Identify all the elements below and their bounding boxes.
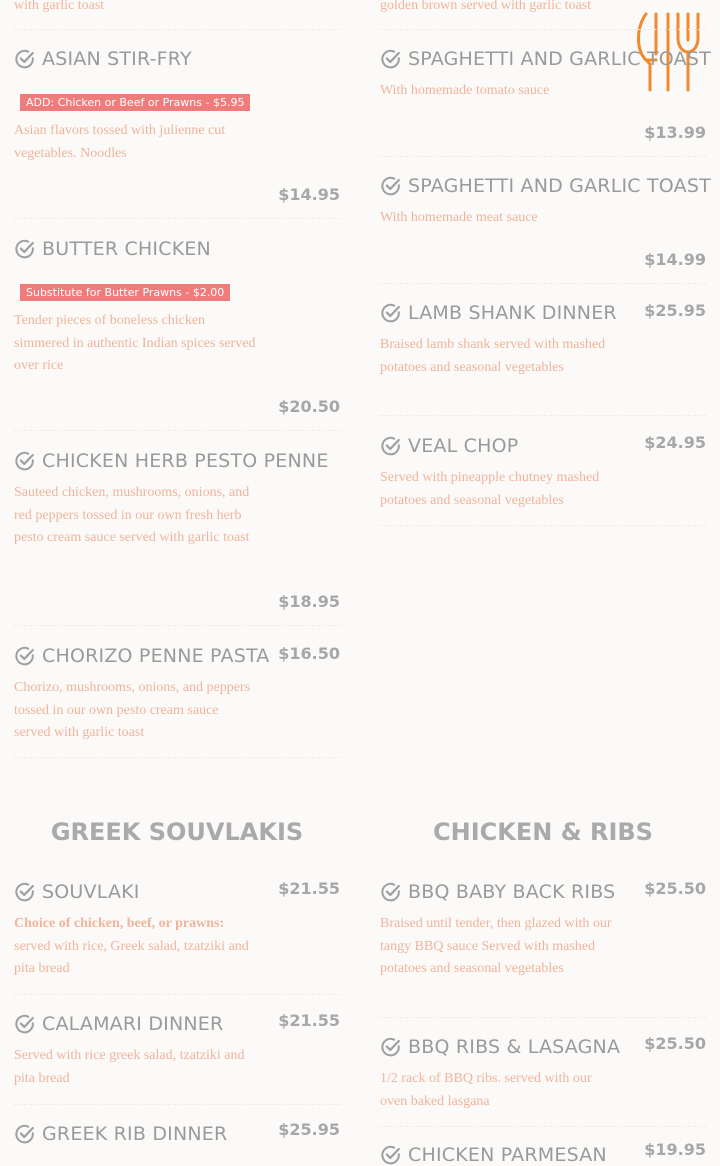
check-circle-icon	[14, 238, 36, 260]
check-circle-icon	[14, 1013, 36, 1035]
item-description: Braised until tender, then glazed with our tangy BBQ sauce Served with mashed potatoes and seasonal vegetables	[380, 916, 612, 976]
check-circle-icon	[380, 302, 402, 324]
section-title-chicken-ribs: CHICKEN & RIBS	[433, 818, 653, 846]
divider	[380, 415, 706, 416]
item-description: Served with pineapple chutney mashed potatoes and seasonal vegetables	[380, 470, 600, 508]
item-name: CHICKEN PARMESAN	[408, 1144, 607, 1166]
divider	[14, 625, 340, 626]
item-name: GREEK RIB DINNER	[42, 1123, 228, 1145]
item-name: SPAGHETTI AND GARLIC TOAST	[408, 175, 711, 197]
substitute-badge: Substitute for Butter Prawns - $2.00	[20, 284, 230, 301]
item-price: $19.95	[644, 1140, 706, 1159]
item-price: $24.95	[644, 433, 706, 452]
check-circle-icon	[380, 175, 402, 197]
check-circle-icon	[380, 1144, 402, 1166]
add-on-badge: ADD: Chicken or Beef or Prawns - $5.95	[20, 94, 250, 111]
item-description	[14, 913, 254, 981]
check-circle-icon	[380, 435, 402, 457]
item-description: Tender pieces of boneless chicken simmered in authentic Indian spices served over rice	[14, 313, 256, 373]
check-circle-icon	[14, 450, 36, 472]
item-price: $21.55	[278, 1011, 340, 1030]
item-price: $16.50	[278, 644, 340, 663]
item-price: $25.50	[644, 1034, 706, 1053]
cutoff-description: golden brown served with garlic toast	[380, 0, 592, 13]
item-description: With homemade meat sauce	[380, 210, 538, 225]
item-description: Sauteed chicken, mushrooms, onions, and red peppers tossed in our own fresh herb pesto cream sauce served with garlic toast	[14, 485, 250, 545]
check-circle-icon	[380, 881, 402, 903]
item-price: $13.99	[644, 123, 706, 142]
item-price: $18.95	[278, 592, 340, 611]
divider	[14, 29, 340, 30]
item-price: $25.50	[644, 879, 706, 898]
item-name: BBQ RIBS & LASAGNA	[408, 1036, 621, 1058]
item-name: BBQ BABY BACK RIBS	[408, 881, 616, 903]
check-circle-icon	[14, 881, 36, 903]
item-description: With homemade tomato sauce	[380, 83, 550, 98]
section-title-greek: GREEK SOUVLAKIS	[50, 818, 304, 846]
item-price: $25.95	[278, 1120, 340, 1139]
check-circle-icon	[14, 48, 36, 70]
divider	[380, 525, 706, 526]
item-description: Braised lamb shank served with mashed potatoes and seasonal vegetables	[380, 337, 606, 375]
item-name: SPAGHETTI AND GARLIC TOAST	[408, 48, 711, 70]
item-price: $25.95	[644, 301, 706, 320]
item-description: Chorizo, mushrooms, onions, and peppers tossed in our own pesto cream sauce served with garlic toast	[14, 680, 251, 740]
item-name: SOUVLAKI	[42, 881, 140, 903]
item-description-rest: served with rice, Greek salad, tzatziki and pita bread	[14, 938, 249, 976]
divider	[14, 430, 340, 431]
item-name: CALAMARI DINNER	[42, 1013, 224, 1035]
divider	[14, 994, 340, 995]
item-name: BUTTER CHICKEN	[42, 238, 211, 260]
item-description: Served with rice greek salad, tzatziki and pita bread	[14, 1048, 245, 1086]
divider	[380, 283, 706, 284]
divider	[380, 1126, 706, 1127]
item-price: $14.99	[644, 250, 706, 269]
check-circle-icon	[14, 1123, 36, 1145]
cutoff-description: with garlic toast	[14, 0, 105, 13]
item-name: LAMB SHANK DINNER	[408, 302, 617, 324]
divider	[380, 29, 706, 30]
item-description: 1/2 rack of BBQ ribs. served with our oven baked lasgana	[380, 1071, 592, 1109]
divider	[380, 1017, 706, 1018]
item-price: $21.55	[278, 879, 340, 898]
divider	[14, 1104, 340, 1105]
item-name: VEAL CHOP	[408, 435, 519, 457]
check-circle-icon	[380, 1036, 402, 1058]
divider	[14, 218, 340, 219]
item-price: $14.95	[278, 185, 340, 204]
item-name: CHORIZO PENNE PASTA	[42, 645, 270, 667]
item-price: $20.50	[278, 397, 340, 416]
check-circle-icon	[380, 48, 402, 70]
item-name: ASIAN STIR-FRY	[42, 48, 192, 70]
item-description-bold: Choice of chicken, beef, or prawns:	[14, 916, 225, 931]
divider	[380, 156, 706, 157]
item-description: Asian flavors tossed with julienne cut vegetables. Noodles	[14, 123, 226, 161]
item-name: CHICKEN HERB PESTO PENNE	[42, 450, 329, 472]
check-circle-icon	[14, 645, 36, 667]
divider	[14, 757, 340, 758]
